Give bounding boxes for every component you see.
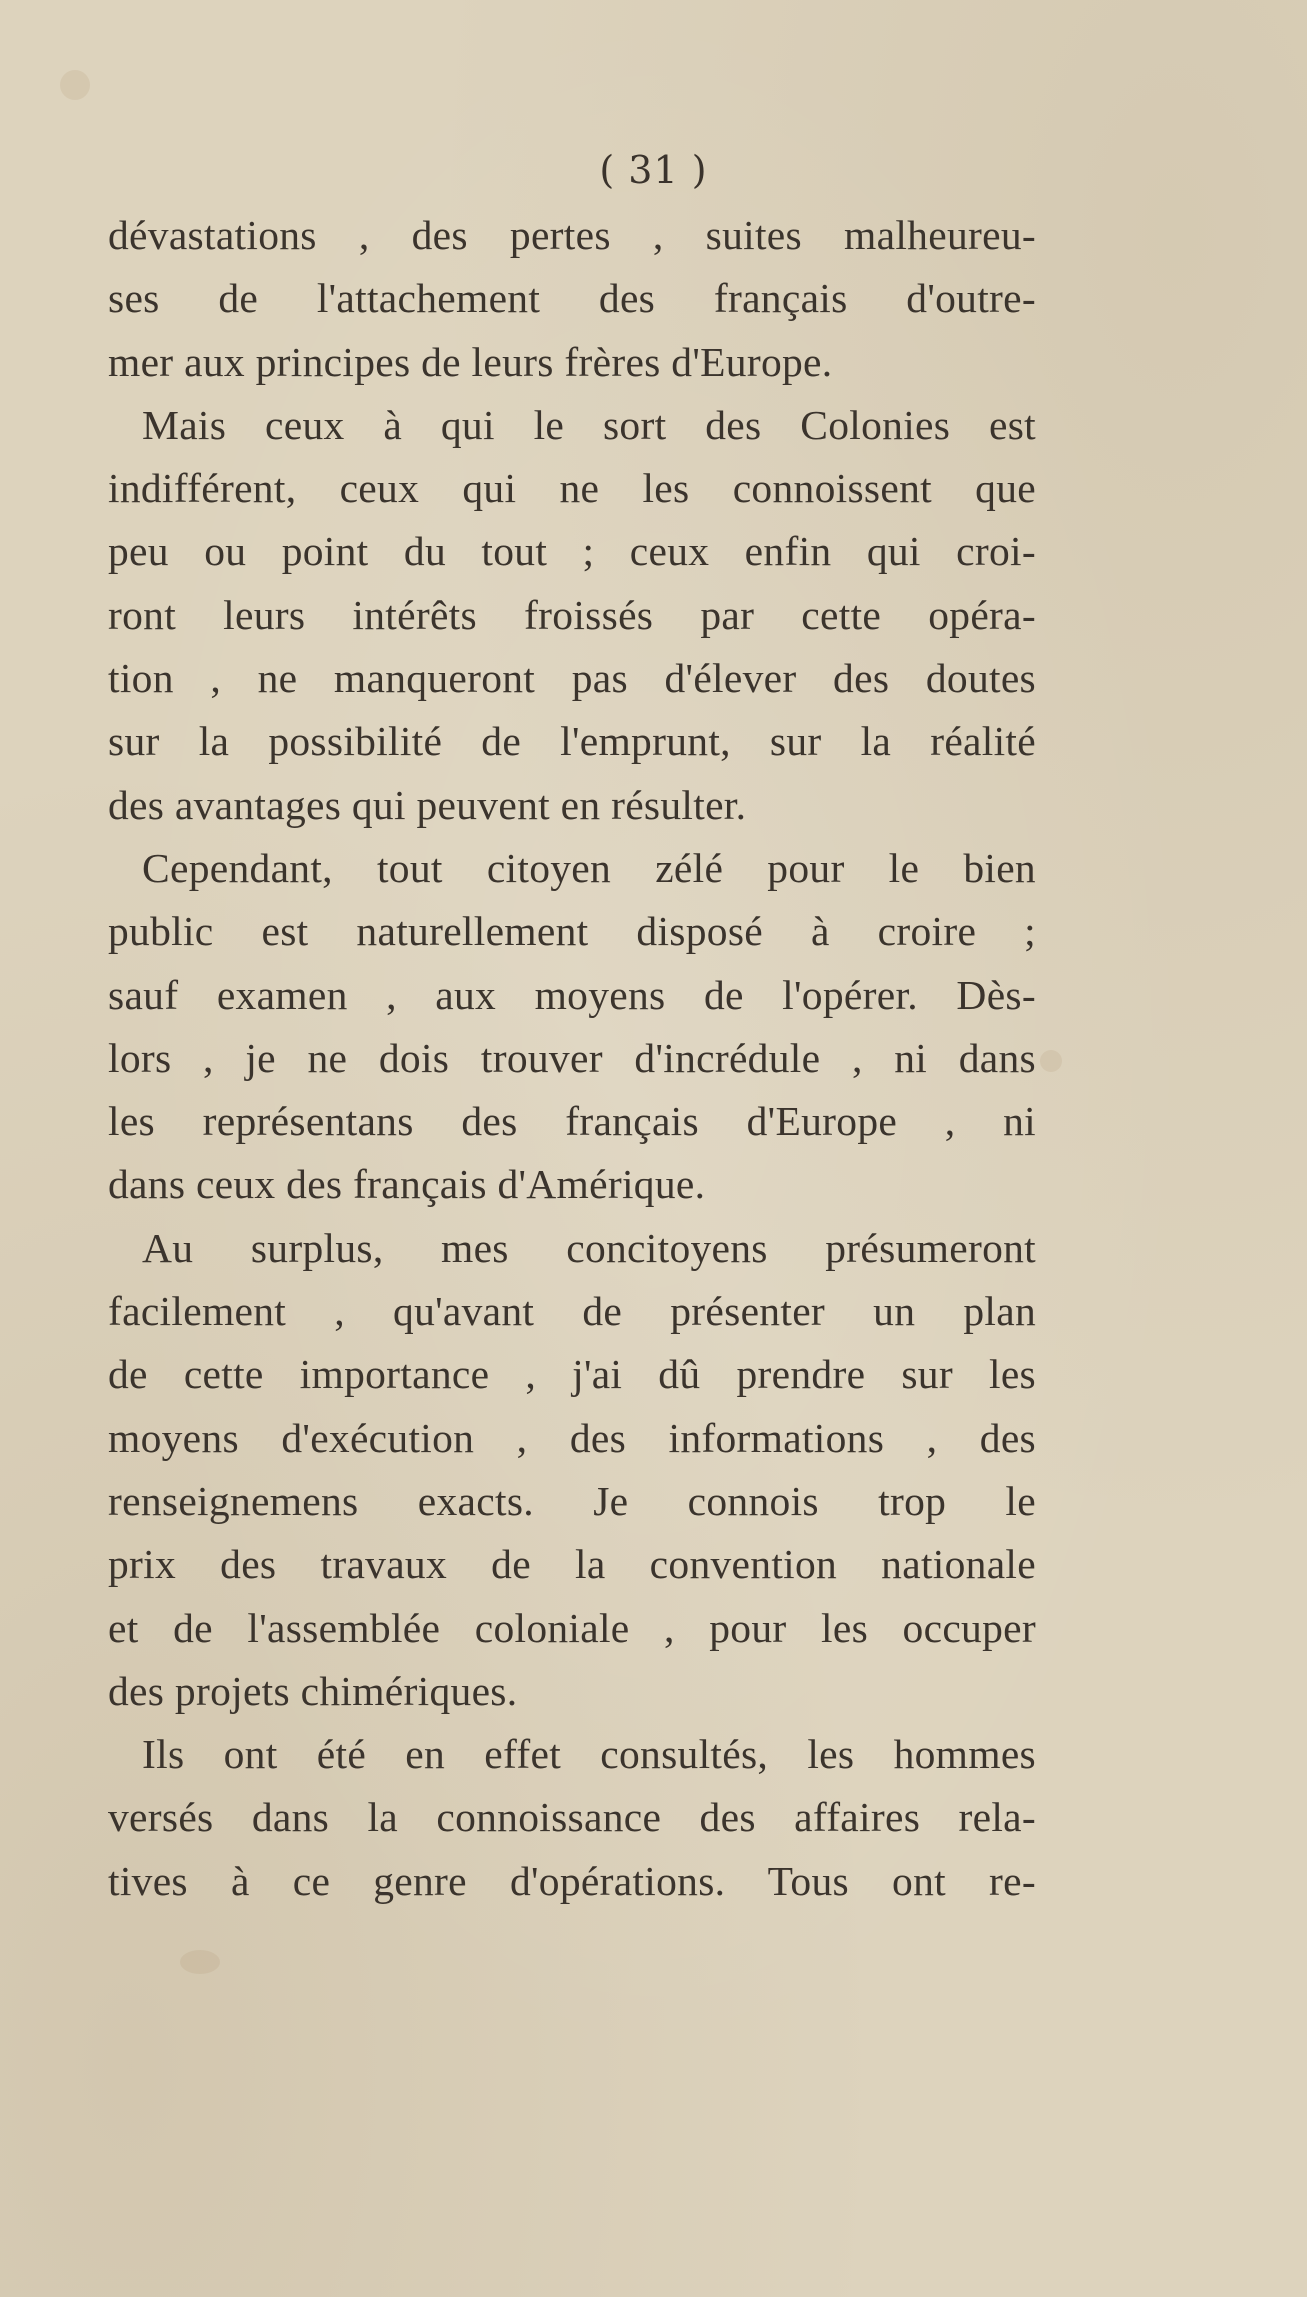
text-line: peu ou point du tout ; ceux enfin qui croi- bbox=[108, 528, 1036, 575]
text-line: public est naturellement disposé à croire ; bbox=[108, 908, 1036, 955]
text-line: des projets chimériques. bbox=[108, 1667, 518, 1714]
paper-stain bbox=[180, 1950, 220, 1974]
text-line: prix des travaux de la convention nationale bbox=[108, 1541, 1036, 1588]
page-number: ( 31 ) bbox=[599, 148, 708, 192]
body-text bbox=[108, 204, 1036, 1913]
text-line: Au surplus, mes concitoyens présumeront bbox=[142, 1224, 1036, 1271]
text-line: sur la possibilité de l'emprunt, sur la réalité bbox=[108, 718, 1036, 765]
text-line: ses de l'attachement des français d'outre- bbox=[108, 275, 1036, 322]
text-line: versés dans la connoissance des affaires rela- bbox=[108, 1794, 1036, 1841]
text-line: moyens d'exécution , des informations , des bbox=[108, 1414, 1036, 1461]
text-line: et de l'assemblée coloniale , pour les occuper bbox=[108, 1604, 1036, 1651]
text-line: lors , je ne dois trouver d'incrédule , ni dans bbox=[108, 1034, 1036, 1081]
text-line: renseignemens exacts. Je connois trop le bbox=[108, 1477, 1036, 1524]
text-line: dans ceux des français d'Amérique. bbox=[108, 1161, 706, 1208]
text-line: tion , ne manqueront pas d'élever des doutes bbox=[108, 655, 1036, 702]
text-line: ront leurs intérêts froissés par cette opéra- bbox=[108, 591, 1036, 638]
text-line: sauf examen , aux moyens de l'opérer. Dès- bbox=[108, 971, 1036, 1018]
text-line: dévastations , des pertes , suites malheureu- bbox=[108, 212, 1036, 258]
text-line: Ils ont été en effet consultés, les hommes bbox=[142, 1731, 1036, 1778]
text-line: Cependant, tout citoyen zélé pour le bien bbox=[142, 844, 1036, 891]
text-line: les représentans des français d'Europe , ni bbox=[108, 1098, 1036, 1145]
text-line: des avantages qui peuvent en résulter. bbox=[108, 781, 747, 828]
text-line: mer aux principes de leurs frères d'Europe. bbox=[108, 338, 833, 385]
text-line: Mais ceux à qui le sort des Colonies est bbox=[142, 401, 1036, 448]
text-line: indifférent, ceux qui ne les connoissent que bbox=[108, 465, 1036, 512]
paper-stain bbox=[1040, 1050, 1062, 1072]
paper-stain bbox=[60, 70, 90, 100]
text-line: de cette importance , j'ai dû prendre sur les bbox=[108, 1351, 1036, 1398]
text-line: facilement , qu'avant de présenter un plan bbox=[108, 1288, 1036, 1335]
text-line: tives à ce genre d'opérations. Tous ont re- bbox=[108, 1857, 1036, 1904]
